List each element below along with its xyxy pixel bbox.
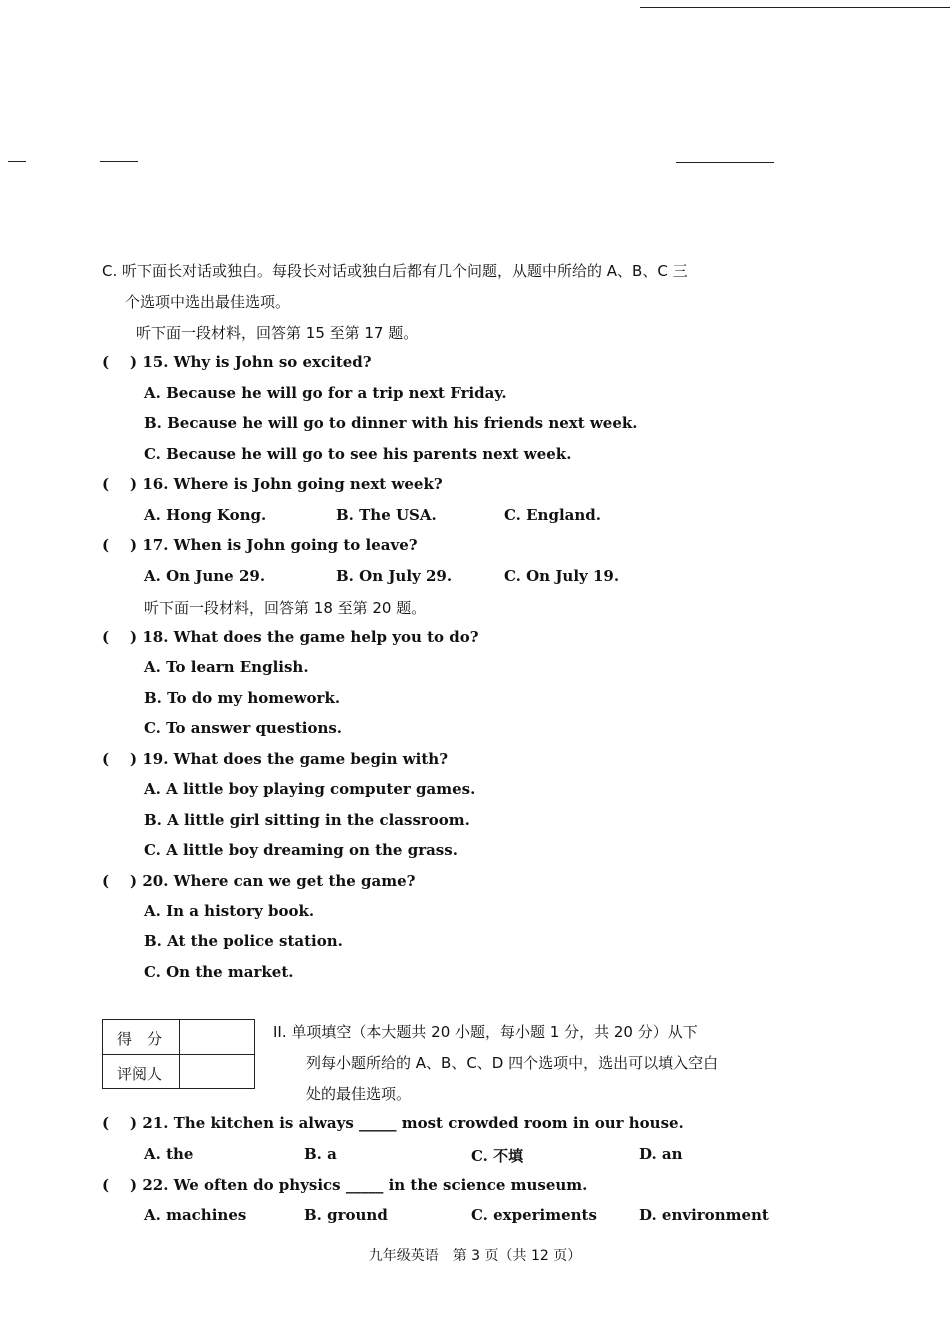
- question-16-option-c: C. England.: [504, 506, 601, 524]
- header-left-mark: [8, 161, 26, 162]
- question-18-stem: ) 18. What does the game help you to do?: [130, 628, 479, 646]
- score-box: [102, 1019, 255, 1089]
- question-18-option-a: A. To learn English.: [144, 658, 309, 676]
- question-17-stem: ) 17. When is John going to leave?: [130, 536, 418, 554]
- question-15-option-c: C. Because he will go to see his parents next week.: [144, 445, 572, 463]
- question-15-option-b: B. Because he will go to dinner with his friends next week.: [144, 414, 638, 432]
- reviewer-field[interactable]: [181, 1056, 253, 1088]
- question-22-option-a: A. machines: [144, 1206, 247, 1224]
- question-19-stem: ) 19. What does the game begin with?: [130, 750, 448, 768]
- answer-paren-21: (: [102, 1114, 110, 1132]
- question-17-option-a: A. On June 29.: [144, 567, 266, 585]
- material-instruction-15-17: 听下面一段材料，回答第 15 至第 17 题。: [136, 324, 419, 342]
- question-21-stem: ) 21. The kitchen is always _____ most crowded room in our house.: [130, 1114, 684, 1132]
- answer-paren-16: (: [102, 475, 110, 493]
- question-22-option-c: C. experiments: [471, 1206, 597, 1224]
- question-18-option-b: B. To do my homework.: [144, 689, 341, 707]
- question-20-option-c: C. On the market.: [144, 963, 294, 981]
- reviewer-label: 评阅人: [117, 1065, 163, 1083]
- section-ii-heading-line-1: II. 单项填空（本大题共 20 小题，每小题 1 分，共 20 分）从下: [273, 1023, 698, 1041]
- answer-paren-22: (: [102, 1176, 110, 1194]
- question-15-option-a: A. Because he will go for a trip next Friday.: [144, 384, 507, 402]
- question-22-option-d: D. environment: [639, 1206, 769, 1224]
- question-22-stem: ) 22. We often do physics _____ in the science museum.: [130, 1176, 588, 1194]
- material-instruction-18-20: 听下面一段材料，回答第 18 至第 20 题。: [144, 599, 427, 617]
- answer-paren-20: (: [102, 872, 110, 890]
- answer-paren-18: (: [102, 628, 110, 646]
- section-c-heading-line-1: C. 听下面长对话或独白。每段长对话或独白后都有几个问题，从题中所给的 A、B、C 三: [102, 262, 688, 280]
- question-19-option-b: B. A little girl sitting in the classroom.: [144, 811, 470, 829]
- answer-paren-15: (: [102, 353, 110, 371]
- question-20-option-b: B. At the police station.: [144, 932, 343, 950]
- section-c-heading-line-2: 个选项中选出最佳选项。: [125, 293, 291, 311]
- score-field[interactable]: [181, 1021, 253, 1053]
- answer-paren-19: (: [102, 750, 110, 768]
- question-17-option-c: C. On July 19.: [504, 567, 620, 585]
- question-21-option-a: A. the: [144, 1145, 194, 1163]
- question-21-option-d: D. an: [639, 1145, 683, 1163]
- top-right-rule: [640, 7, 950, 8]
- question-16-option-b: B. The USA.: [336, 506, 437, 524]
- question-20-stem: ) 20. Where can we get the game?: [130, 872, 416, 890]
- question-16-stem: ) 16. Where is John going next week?: [130, 475, 443, 493]
- question-19-option-c: C. A little boy dreaming on the grass.: [144, 841, 458, 859]
- question-17-option-b: B. On July 29.: [336, 567, 453, 585]
- answer-paren-17: (: [102, 536, 110, 554]
- question-21-option-c: C. 不填: [471, 1147, 524, 1165]
- question-22-option-b: B. ground: [304, 1206, 388, 1224]
- header-right-rule: [676, 162, 774, 163]
- score-label: 得 分: [117, 1030, 163, 1048]
- question-16-option-a: A. Hong Kong.: [144, 506, 267, 524]
- section-ii-heading-line-2: 列每小题所给的 A、B、C、D 四个选项中，选出可以填入空白: [306, 1054, 719, 1072]
- section-ii-heading-line-3: 处的最佳选项。: [306, 1085, 412, 1103]
- question-15-stem: ) 15. Why is John so excited?: [130, 353, 372, 371]
- question-21-option-b: B. a: [304, 1145, 337, 1163]
- question-18-option-c: C. To answer questions.: [144, 719, 343, 737]
- header-mid-mark: [100, 161, 138, 162]
- page-footer: 九年级英语 第 3 页（共 12 页）: [368, 1248, 582, 1264]
- question-20-option-a: A. In a history book.: [144, 902, 315, 920]
- question-19-option-a: A. A little boy playing computer games.: [144, 780, 476, 798]
